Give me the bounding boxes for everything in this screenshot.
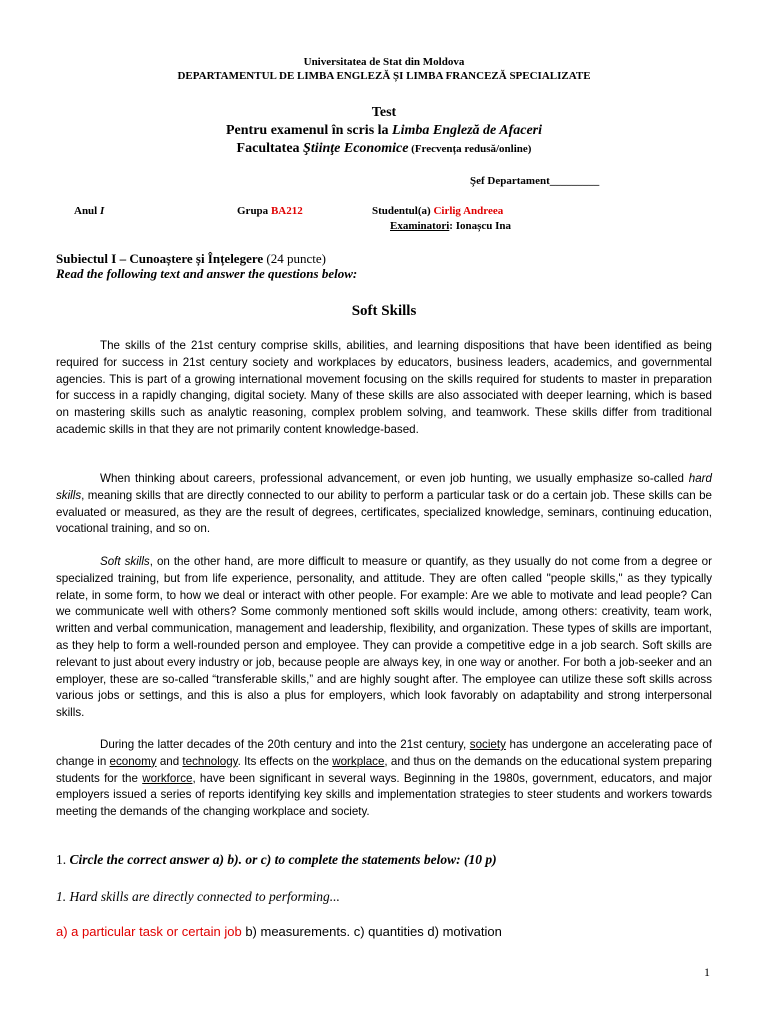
grupa-field: Grupa BA212 bbox=[237, 205, 303, 217]
faculty-line: Facultatea Ştiinţe Economice (Frecvența redusă/online) bbox=[236, 141, 532, 156]
article-paragraph-2: When thinking about careers, professional advancement, or even job hunting, we usually emphasize so-called hard skills, meaning skills that are directly connected to our ability to perform a particular task or do a certain job. These skills can be evaluated or measured, as they are the result of degrees, certificates, specialized knowledge, seminars, continuing education, vocational training, and so on. bbox=[56, 472, 712, 536]
sef-departament: Şef Departament_________ bbox=[470, 175, 600, 187]
faculty-name: Ştiinţe Economice bbox=[303, 141, 409, 156]
page-number: 1 bbox=[704, 965, 710, 979]
link-workplace[interactable]: workplace bbox=[332, 754, 385, 768]
subject-title: Subiectul I – Cunoaștere și Înțelegere (24 puncte) bbox=[56, 251, 326, 266]
examinatori-field: Examinatori: Ionașcu Ina bbox=[390, 220, 512, 232]
test-title: Test bbox=[371, 105, 397, 120]
department-name: DEPARTAMENTUL DE LIMBA ENGLEZĂ ȘI LIMBA FRANCEZĂ SPECIALIZATE bbox=[177, 70, 591, 82]
anul-field: Anul I bbox=[74, 205, 105, 217]
link-workforce[interactable]: workforce bbox=[142, 771, 193, 785]
question-1: 1. Hard skills are directly connected to performing... bbox=[56, 889, 340, 904]
article-title: Soft Skills bbox=[351, 303, 417, 319]
exam-line: Pentru examenul în scris la Limba Engleză de Afaceri bbox=[225, 123, 542, 138]
link-technology[interactable]: technology bbox=[182, 754, 238, 768]
answer-c: c) quantities bbox=[350, 924, 424, 939]
question-heading: 1. Circle the correct answer a) b). or c) to complete the statements below: (10 p) bbox=[56, 852, 497, 867]
subject-instruction: Read the following text and answer the questions below: bbox=[56, 266, 358, 281]
link-society[interactable]: society bbox=[469, 738, 506, 751]
student-name: Cirlig Andreea bbox=[433, 205, 504, 217]
answer-a: a) a particular task or certain job bbox=[56, 924, 242, 939]
faculty-mode: (Frecvența redusă/online) bbox=[408, 143, 532, 155]
university-name: Universitatea de Stat din Moldova bbox=[303, 56, 465, 68]
answer-b: b) measurements. bbox=[241, 924, 351, 939]
title-block bbox=[0, 104, 768, 158]
article-paragraph-4: During the latter decades of the 20th century and into the 21st century, society has undergone an accelerating pace of change in economy and technology. Its effects on the workplace, and thus on the demands on the educational system preparing students for the workforce, have been significant in several ways. Beginning in the 1980s, government, educators, and major employers issued a series of reports identifying key skills and implementation strategies to steer students and workers towards meeting the demands of the changing workplace and society. bbox=[56, 738, 712, 819]
student-field: Studentul(a) Cirlig Andreea bbox=[372, 205, 504, 217]
article-paragraph-3: Soft skills, on the other hand, are more difficult to measure or quantify, as they usually do not come from a degree or specialized training, but from life experience, personality, and attitude. They are often called "people skills," as they typically relate, in some form, to how we deal or interact with other people. For example: Are we able to motivate and lead people? Can we communicate well with others? Some commonly mentioned soft skills would include, among others: creativity, team work, written and verbal communication, management and leadership, flexibility, and organization. These types of skills are important, as they help to form a well-rounded person and employee. They can provide a competitive edge in a job search. Soft skills are relevant to just about every industry or job, because people are always key, in one way or another. For both a job-seeker and an employer, these are so-called “transferable skills,” and are highly sought after. The employee can utilize these soft skills across various jobs or settings, and this is also a plus for employers, which look favorably on adaptability and strong interpersonal skills. bbox=[56, 555, 712, 720]
exam-subject: Limba Engleză de Afaceri bbox=[392, 123, 542, 138]
link-economy[interactable]: economy bbox=[109, 754, 157, 768]
article-paragraph-1: The skills of the 21st century comprise skills, abilities, and learning dispositions that have been identified as being required for success in 21st century society and workplaces by educators, business leaders, academics, and governmental agencies. This is part of a growing international movement focusing on the skills required for students to master in preparation for success in a rapidly changing, digital society. Many of these skills are also associated with deeper learning, which is based on mastering skills such as analytic reasoning, complex problem solving, and teamwork. These skills differ from traditional academic skills in that they are not primarily content knowledge-based. bbox=[56, 339, 712, 436]
answer-options bbox=[56, 924, 502, 939]
document-header bbox=[0, 55, 768, 83]
answer-d: d) motivation bbox=[423, 924, 502, 939]
grupa-value: BA212 bbox=[270, 205, 303, 217]
